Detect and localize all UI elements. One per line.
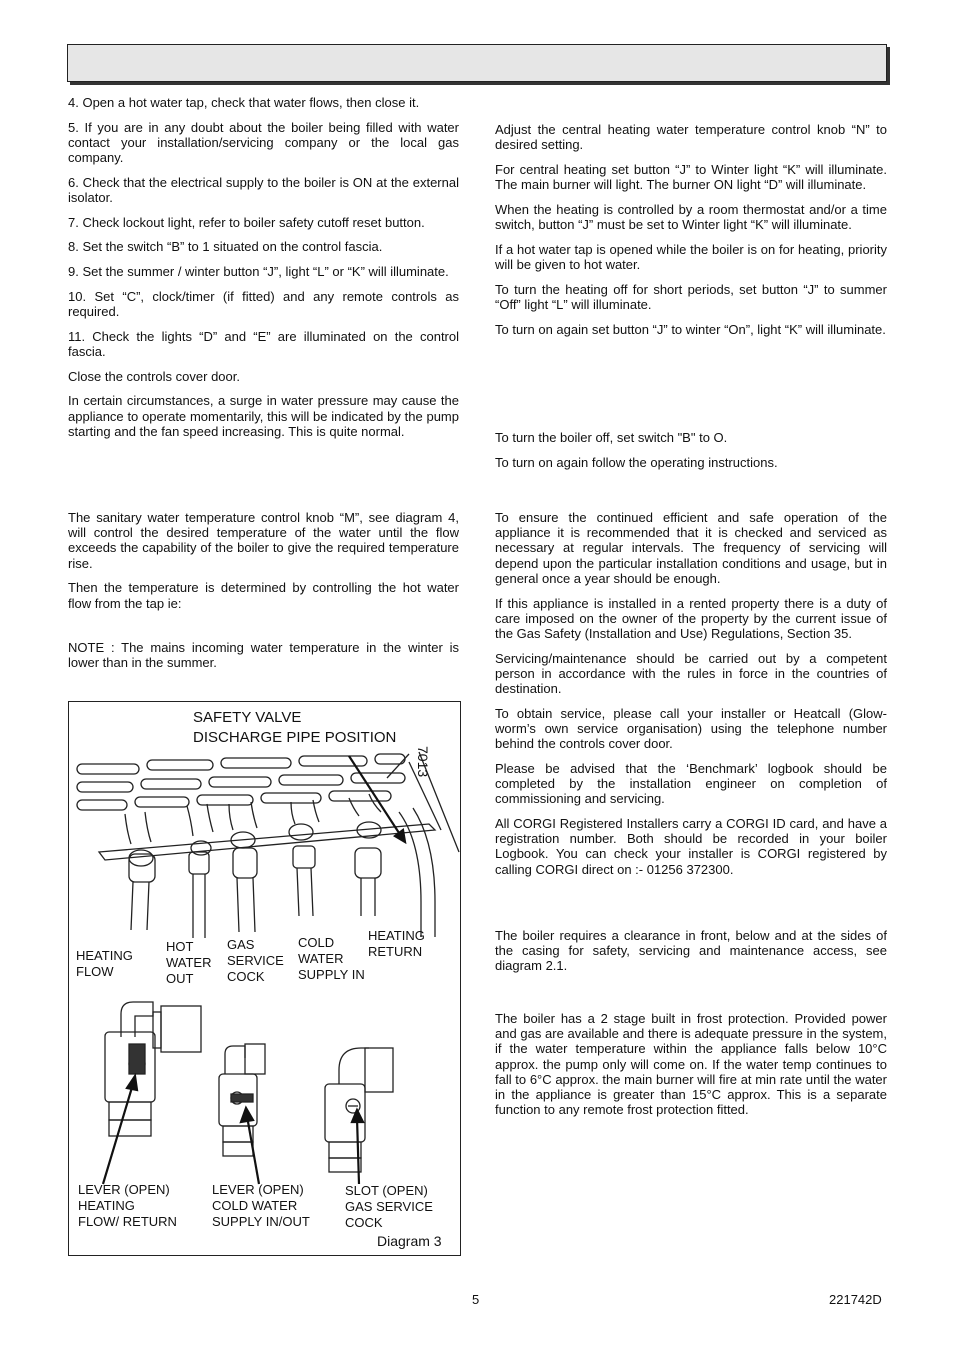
paragraph: The sanitary water temperature control knob “M”, see diagram 4, will control the desired temperature of the water until the flow exceeds the capability of the boiler to give the required temperature rise. (68, 510, 459, 571)
paragraph: To turn the boiler off, set switch "B" to O. (495, 430, 728, 445)
label-slot-gas: SLOT (OPEN) GAS SERVICE COCK (345, 1183, 433, 1230)
paragraph: To obtain service, please call your installer or Heatcall (Glow-worm’s own service organisation) using the telephone number behind the controls cover door. (495, 705, 887, 752)
section-header-bar (67, 44, 887, 82)
paragraph: In certain circumstances, a surge in water pressure may cause the appliance to operate momentarily, this will be indicated by the pump starting and the fan speed increasing. This is quite normal. (68, 393, 459, 439)
paragraph: The boiler has a 2 stage built in frost protection. Provided power and gas are available and there is adequate pressure in the system, if the water temperature within the appliance falls below 10°C approx. the pump only will come on. If the water temp continues to fall to 6°C approx. the main burner will fire at min rate until the water in the appliance is greater than 15°C approx. This is a separate function to any remote frost protection fitted. (495, 1011, 887, 1118)
paragraph: Then the temperature is determined by controlling the hot water flow from the tap ie: (68, 580, 459, 611)
label-hot-water-out: HOT WATER OUT (166, 939, 212, 986)
left-block-commissioning (68, 95, 459, 448)
paragraph: 8. Set the switch “B” to 1 situated on the control fascia. (68, 239, 383, 255)
paragraph: Close the controls cover door. (68, 368, 240, 384)
paragraph: 7. Check lockout light, refer to boiler safety cutoff reset button. (68, 214, 425, 230)
paragraph: Adjust the central heating water temperature control knob “N” to desired setting. (495, 122, 887, 153)
label-lever-heating: LEVER (OPEN) HEATING FLOW/ RETURN (78, 1182, 177, 1229)
note-paragraph: NOTE : The mains incoming water temperature in the winter is lower than in the summer. (68, 640, 459, 671)
label-heating-flow: HEATING FLOW (76, 948, 133, 979)
paragraph: 9. Set the summer / winter button “J”, light “L” or “K” will illuminate. (68, 264, 449, 280)
right-block-central-heating (495, 122, 887, 346)
diagram-3 (68, 701, 461, 1256)
paragraph: If this appliance is installed in a rented property there is a duty of care imposed on the owner of the property by the current issue of the Gas Safety (Installation and Use) Regulations, Section 35. (495, 595, 887, 641)
diagram-title: SAFETY VALVE DISCHARGE PIPE POSITION (193, 709, 397, 746)
label-heating-return: HEATING RETURN (368, 928, 425, 959)
right-block-frost-protection (495, 1011, 887, 1127)
page-number: 5 (472, 1292, 480, 1307)
paragraph: 10. Set “C”, clock/timer (if fitted) and any remote controls as required. (68, 288, 459, 320)
label-cold-water-supply: COLD WATER SUPPLY IN (298, 935, 365, 982)
document-code: 221742D (829, 1292, 882, 1307)
label-gas-service-cock: GAS SERVICE COCK (227, 937, 284, 984)
paragraph: 6. Check that the electrical supply to the boiler is ON at the external isolator. (68, 174, 459, 206)
paragraph: Please be advised that the ‘Benchmark’ logbook should be completed by the installation engineer on completion of commissioning and servicing. (495, 760, 887, 807)
paragraph: 4. Open a hot water tap, check that water flows, then close it. (68, 95, 420, 110)
left-block-hot-water (68, 510, 459, 620)
diagram-caption: Diagram 3 (377, 1233, 442, 1249)
label-lever-cold-water: LEVER (OPEN) COLD WATER SUPPLY IN/OUT (212, 1182, 310, 1229)
paragraph: To turn on again follow the operating instructions. (495, 454, 778, 470)
paragraph: To ensure the continued efficient and safe operation of the appliance it is recommended that it is checked and serviced as necessary at regular intervals. The frequency of servicing will depend upon the particular installation conditions and usage, but in general once a year should be enough. (495, 510, 887, 586)
right-block-turn-off (495, 430, 887, 479)
paragraph: 5. If you are in any doubt about the boiler being filled with water contact your installation/servicing company or the local gas company. (68, 119, 459, 166)
paragraph: The boiler requires a clearance in front, below and at the sides of the casing for safety, servicing and maintenance access, see diagram 2.1. (495, 928, 887, 974)
paragraph: If a hot water tap is opened while the boiler is on for heating, priority will be given to hot water. (495, 241, 887, 272)
paragraph: Servicing/maintenance should be carried out by a competent person in accordance with the rules in force in the countries of destination. (495, 650, 887, 697)
paragraph: All CORGI Registered Installers carry a CORGI ID card, and have a registration number. Both should be recorded in your boiler Logbook. You can check your installer is CORGI registered by calling CORGI direct on :- 01256 372300. (495, 815, 887, 877)
paragraph: When the heating is controlled by a room thermostat and/or a time switch, button “J” must be set to Winter light “K” will illuminate. (495, 201, 887, 233)
diagram-code: 7013 (415, 746, 431, 778)
paragraph: To turn the heating off for short periods, set button “J” to summer “Off” light “L” will illuminate. (495, 281, 887, 312)
paragraph: 11. Check the lights “D” and “E” are illuminated on the control fascia. (68, 328, 459, 359)
right-block-clearances (495, 928, 887, 983)
paragraph: To turn on again set button “J” to winter “On”, light “K” will illuminate. (495, 321, 886, 337)
left-note (68, 640, 459, 680)
paragraph: For central heating set button “J” to Winter light “K” will illuminate. The main burner will light. The burner ON light “D” will illuminate. (495, 161, 887, 193)
right-block-servicing (495, 510, 887, 886)
